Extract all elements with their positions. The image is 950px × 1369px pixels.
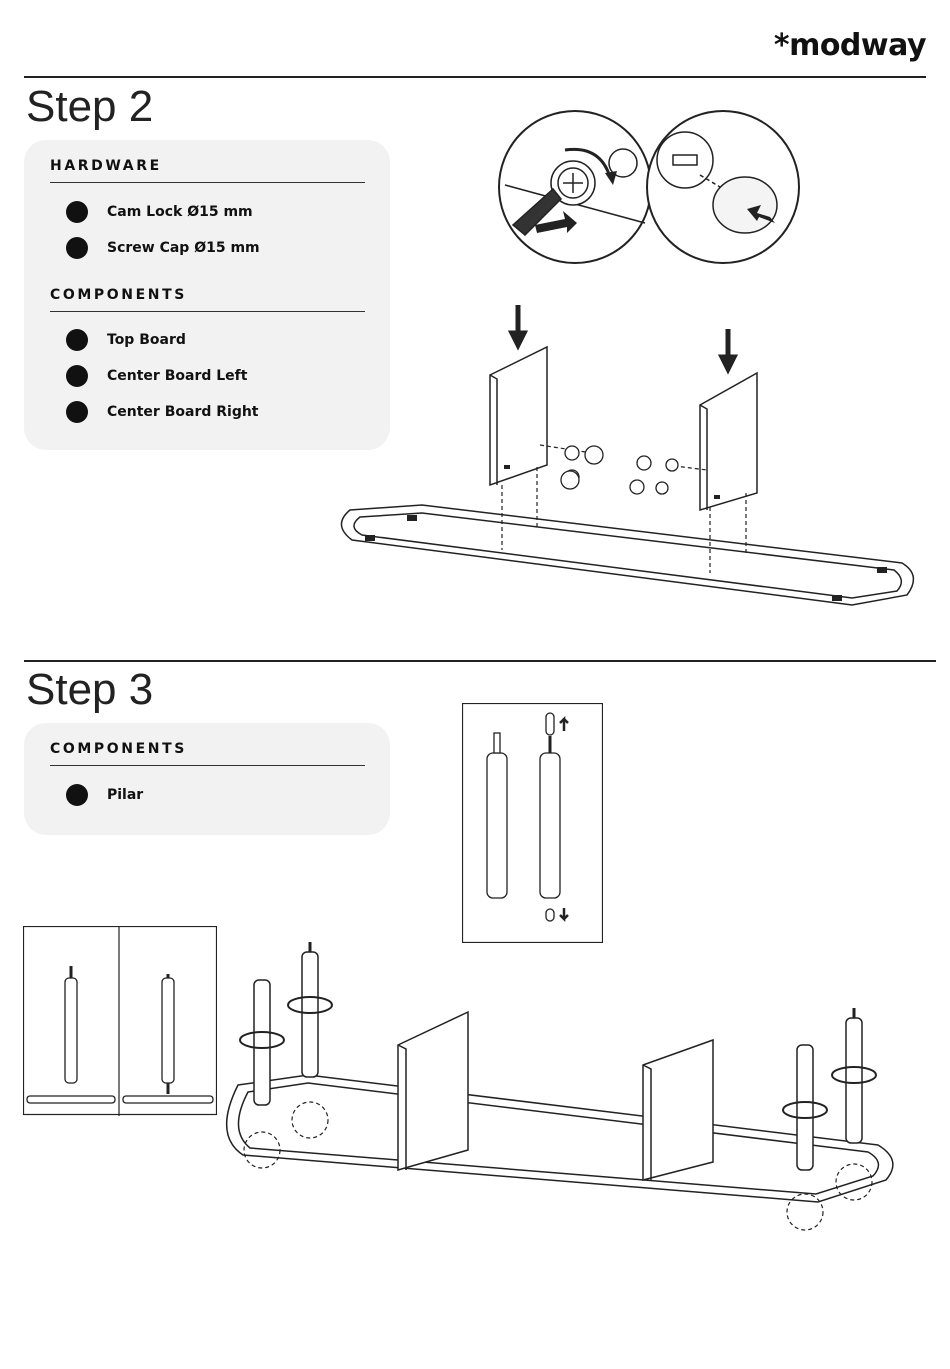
step-2-title: Step 2 [26,82,154,131]
parts-list-item [66,200,253,224]
components-heading: COMPONENTS [50,741,365,766]
part-marker-icon [66,237,88,259]
part-label: Center Board Left [107,368,248,384]
part-marker-icon [66,401,88,423]
step-3-parts-card [24,723,390,835]
header-divider [24,76,926,78]
step-3-title: Step 3 [26,665,154,714]
parts-list-item [66,400,259,424]
part-label: Cam Lock Ø15 mm [107,204,253,220]
part-label: Pilar [107,787,144,803]
part-marker-icon [66,329,88,351]
part-label: Top Board [107,332,186,348]
pilar-alignment-illustration [23,926,217,1116]
parts-list-item [66,328,186,352]
parts-list-item [66,783,143,807]
pilar-detail-illustration [462,703,603,943]
parts-list-item [66,236,260,260]
step-2-assembly-illustration [332,295,917,615]
part-marker-icon [66,201,88,223]
hardware-heading: HARDWARE [50,158,365,183]
step-3-assembly-illustration [218,940,898,1240]
brand-logo: *modway [773,28,926,63]
part-label: Screw Cap Ø15 mm [107,240,260,256]
part-label: Center Board Right [107,404,259,420]
part-marker-icon [66,365,88,387]
step-divider [24,660,936,662]
parts-list-item [66,364,247,388]
components-heading: COMPONENTS [50,287,365,312]
cam-lock-detail-illustration [495,105,805,270]
part-marker-icon [66,784,88,806]
